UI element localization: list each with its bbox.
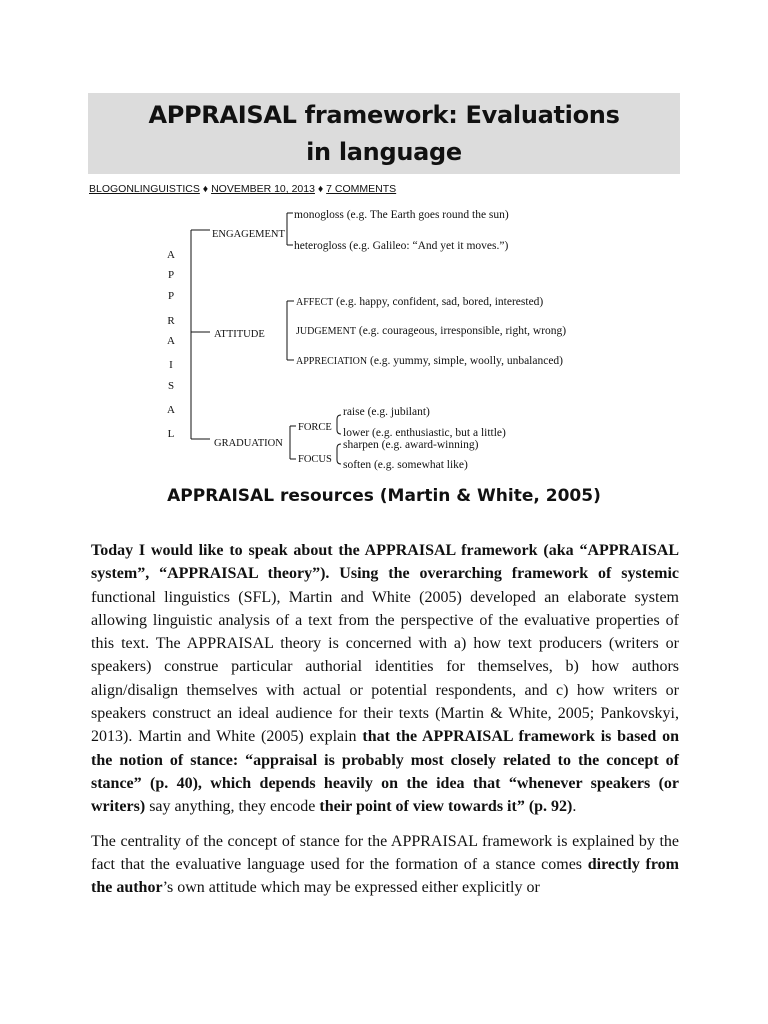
paragraph-1-bold-quote: that the APPRAISAL framework is based on the notion of stance: “appraisal is probably most closely related to the concept of stance” (p. 40), which depends heavily on the idea that “whenever speakers (or writers) <box>91 728 680 816</box>
force-label: FORCE <box>298 422 332 433</box>
paragraph-2-bold: directly from the author <box>91 855 679 897</box>
paragraph-1-text: functional linguistics (SFL), Martin and White (2005) developed an elaborate system allowing linguistic analysis of a text from the perspective of the evaluative properties of this text. The APPRAISAL theory is concerned with a) how text producers (writers or speakers) construe particular authorial identities for themselves, b) how authors align/disalign themselves with actual or potential respondents, and c) how writers or speakers construct an ideal audience for their texts (Martin & White, 2005; Pankovskyi, 2013). Martin and White (2005) explain <box>91 588 679 746</box>
article-title-banner <box>88 93 680 174</box>
comments-link[interactable]: 7 COMMENTS <box>326 183 397 195</box>
meta-separator: ♦ <box>317 183 324 195</box>
focus-soften-text: soften (e.g. somewhat like) <box>343 459 468 471</box>
author-link[interactable]: BLOGONLINGUISTICS <box>89 183 200 195</box>
article-body <box>91 539 679 910</box>
root-letter: A <box>167 335 175 347</box>
heterogloss-text: heterogloss (e.g. Galileo: “And yet it moves.”) <box>294 240 509 252</box>
paragraph-2-text-2: ’s own attitude which may be expressed either explicitly or <box>162 879 540 897</box>
graduation-label: GRADUATION <box>214 438 283 449</box>
judgement-item: JUDGEMENT (e.g. courageous, irresponsible, right, wrong) <box>296 325 567 337</box>
paragraph-1-bold-end: their point of view towards it” (p. 92) <box>319 798 573 816</box>
appraisal-diagram <box>150 200 600 478</box>
focus-sharpen-text: sharpen (e.g. award-winning) <box>343 439 479 451</box>
force-lower-text: lower (e.g. enthusiastic, but a little) <box>343 427 506 439</box>
paragraph-1-bold-intro: Today I would like to speak about the APPRAISAL framework (aka “APPRAISAL system”, “APPRAISAL theory”). Using the overarching framework of systemic <box>91 542 679 583</box>
root-letter: I <box>169 359 173 371</box>
main-bracket <box>191 230 210 439</box>
engagement-label: ENGAGEMENT <box>212 229 285 240</box>
root-letter: P <box>167 269 175 281</box>
root-letter: A <box>167 249 175 261</box>
focus-label: FOCUS <box>298 454 332 465</box>
root-letter: L <box>167 428 175 440</box>
force-raise-text: raise (e.g. jubilant) <box>343 406 430 418</box>
paragraph-1-text-2: say anything, they encode <box>145 798 320 816</box>
appreciation-item: APPRECIATION (e.g. yummy, simple, woolly, unbalanced) <box>296 355 564 367</box>
root-letter: S <box>167 380 175 392</box>
article-title-line-1: APPRAISAL framework: Evaluations <box>148 100 620 129</box>
diagram-caption: APPRAISAL resources (Martin & White, 2005) <box>167 486 601 506</box>
root-letter: R <box>167 315 175 327</box>
monogloss-text: monogloss (e.g. The Earth goes round the sun) <box>294 209 509 221</box>
paragraph-1-period: . <box>572 798 577 816</box>
paragraph-2-text: The centrality of the concept of stance for the APPRAISAL framework is explained by the fact that the evaluative language used for the formation of a stance comes <box>91 832 679 873</box>
root-letter: A <box>167 404 175 416</box>
paragraph-1 <box>91 539 679 819</box>
root-letter: P <box>167 290 175 302</box>
article-meta <box>89 183 396 195</box>
date-link[interactable]: NOVEMBER 10, 2013 <box>211 183 315 195</box>
article-title-line-2: in language <box>306 137 462 166</box>
attitude-label: ATTITUDE <box>214 329 265 340</box>
affect-item: AFFECT (e.g. happy, confident, sad, bored, interested) <box>296 296 544 308</box>
paragraph-2 <box>91 830 679 900</box>
meta-separator: ♦ <box>202 183 209 195</box>
